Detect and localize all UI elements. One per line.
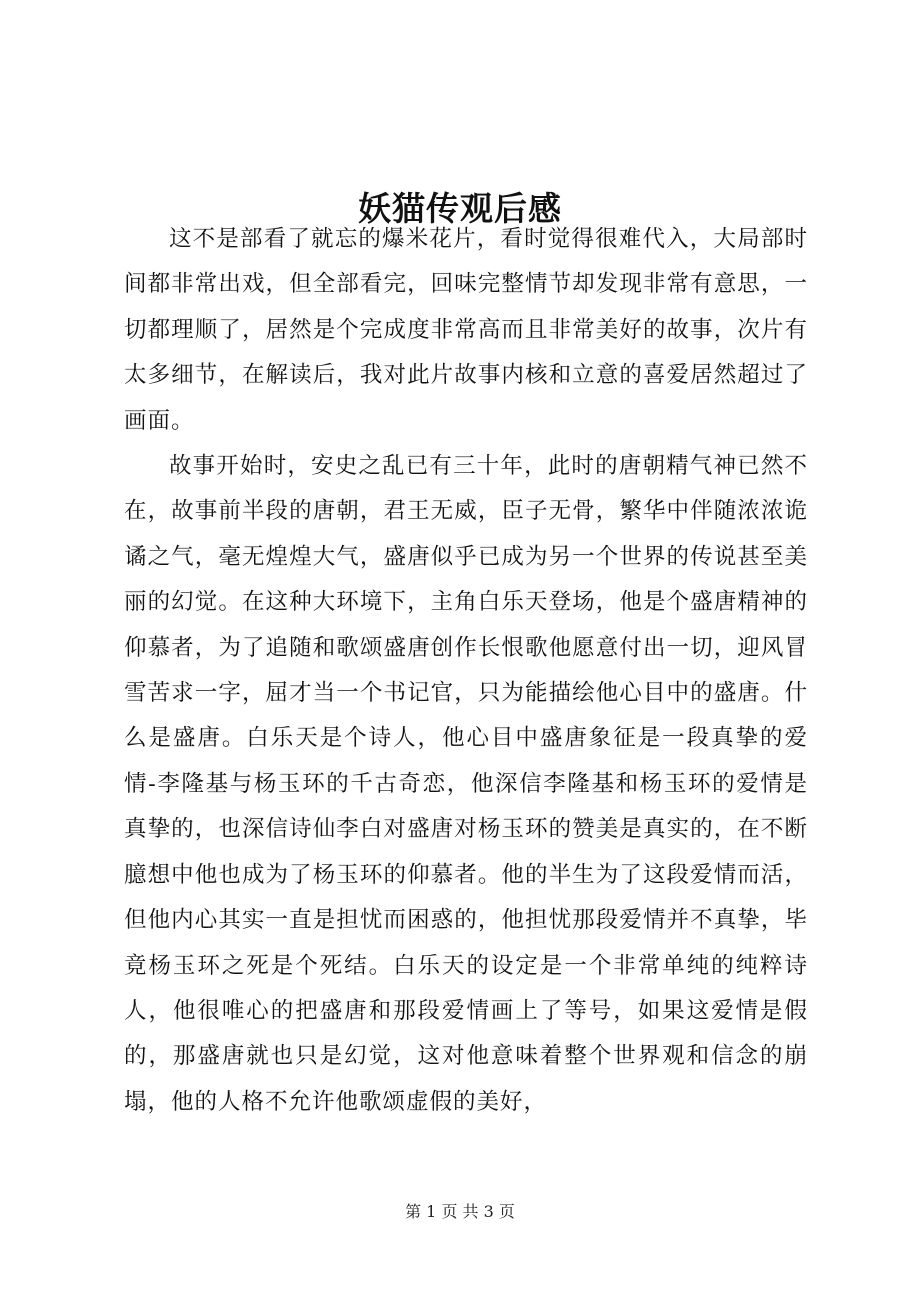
document-title: 妖猫传观后感 <box>358 189 562 229</box>
paragraph-2: 故事开始时，安史之乱已有三十年，此时的唐朝精气神已然不在，故事前半段的唐朝，君王无威，臣子无骨，繁华中伴随浓浓诡谲之气，毫无煌煌大气，盛唐似乎已成为另一个世界的传说甚至美丽的幻觉。在这种大环境下，主角白乐天登场，他是个盛唐精神的仰慕者，为了追随和歌颂盛唐创作长恨歌他愿意付出一切，迎风冒雪苦求一字，屈才当一个书记官，只为能描绘他心目中的盛唐。什么是盛唐。白乐天是个诗人，他心目中盛唐象征是一段真挚的爱情-李隆基与杨玉环的千古奇恋，他深信李隆基和杨玉环的爱情是真挚的，也深信诗仙李白对盛唐对杨玉环的赞美是真实的，在不断臆想中他也成为了杨玉环的仰慕者。他的半生为了这段爱情而活，但他内心其实一直是担忧而困惑的，他担忧那段爱情并不真挚，毕竟杨玉环之死是个死结。白乐天的设定是一个非常单纯的纯粹诗人，他很唯心的把盛唐和那段爱情画上了等号，如果这爱情是假的，那盛唐就也只是幻觉，这对他意味着整个世界观和信念的崩塌，他的人格不允许他歌颂虚假的美好， <box>124 453 808 1115</box>
document-body <box>124 217 808 1125</box>
paragraph-1: 这不是部看了就忘的爆米花片，看时觉得很难代入，大局部时间都非常出戏，但全部看完，回味完整情节却发现非常有意思，一切都理顺了，居然是个完成度非常高而且非常美好的故事，次片有太多细节，在解读后，我对此片故事内核和立意的喜爱居然超过了画面。 <box>124 226 808 434</box>
page-footer: 第 1 页 共 3 页 <box>405 1202 515 1221</box>
